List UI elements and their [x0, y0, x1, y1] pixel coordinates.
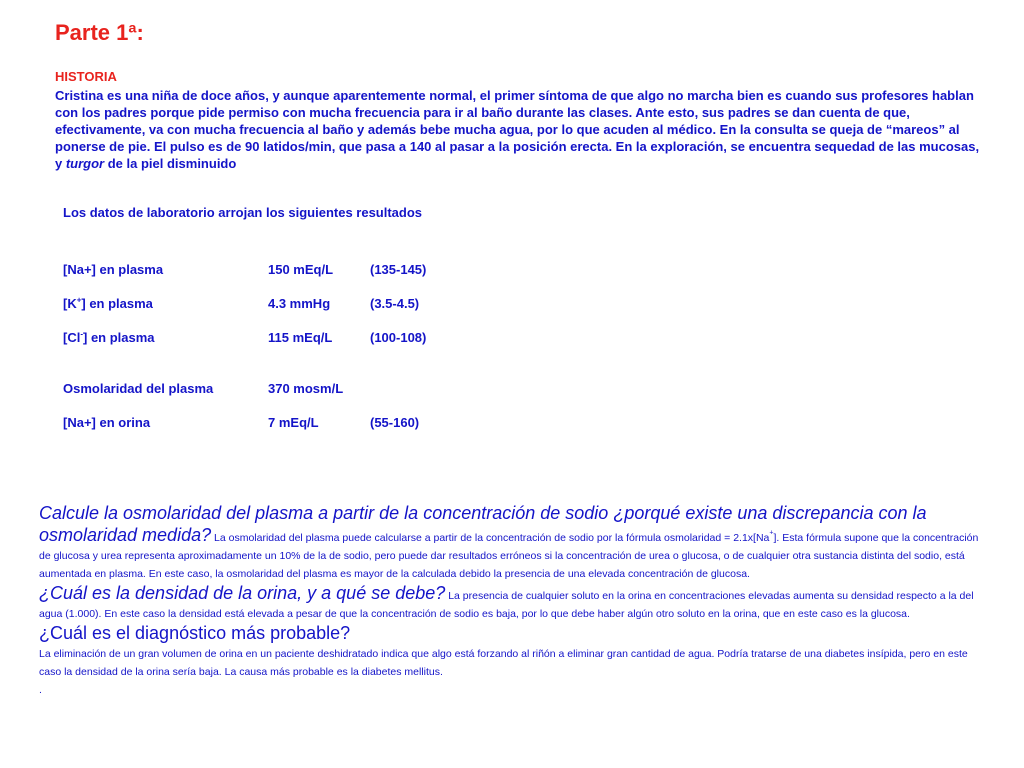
lab-label: [Cl-] en plasma: [63, 329, 155, 345]
trailing-period: .: [39, 684, 42, 696]
lab-label: [Na+] en plasma: [63, 262, 164, 277]
lab-value: 4.3 mmHg: [268, 296, 331, 311]
lab-row-na-plasma: [63, 262, 563, 280]
answer-densidad: La presencia de cualquier soluto en la orina en concentraciones elevadas aumenta su densidad respecto a la del agua (1.000). En este caso la densidad está elevada a pesar de que la concentración de sodio es baja, por lo que debe haber algún otro soluto en la orina, que en este caso es la glucosa.: [39, 590, 974, 620]
question-diagnostico: ¿Cuál es el diagnóstico más probable?: [39, 623, 351, 643]
lab-row-osmolaridad: [63, 381, 563, 399]
lab-label: [K+] en plasma: [63, 295, 153, 311]
case-history-text-end: de la piel disminuido: [104, 156, 237, 171]
question-block-3: [39, 622, 979, 698]
question-block-1: Calcule la osmolaridad del plasma a partir de la concentración de sodio ¿porqué existe una discrepancia con la osmolaridad medida? La osmolaridad del plasma puede calcularse a partir de la concentración de sodio por la fórmula osmolaridad = 2.1x[Na+]. Esta fórmula supone que la concentración de glucosa y urea representa aproximadamente un 10% de la de sodio, pero puede dar resultados erróneos si la concentración de urea o glucosa, o de cualquier otra sustancia distinta del sodio, está aumentada en plasma. En este caso, la osmolaridad del plasma es mayor de la calculada debido la presencia de una elevada concentración de glucosa.: [39, 503, 979, 580]
lab-row-k-plasma: [63, 296, 563, 314]
case-history-paragraph: [55, 87, 980, 172]
questions-section: [39, 502, 979, 698]
lab-label: [Na+] en orina: [63, 415, 151, 430]
answer-diagnostico: La eliminación de un gran volumen de orina en un paciente deshidratado indica que algo está forzando al riñón a eliminar gran cantidad de agua. Podría tratarse de una diabetes insípida, pero en este caso la densidad de la orina sería baja. La causa más probable es la diabetes mellitus.: [39, 648, 968, 678]
lab-row-cl-plasma: [63, 330, 563, 348]
section-heading-historia: HISTORIA: [55, 69, 117, 84]
lab-range: (3.5-4.5): [370, 296, 420, 311]
page-title: Parte 1ª:: [55, 20, 144, 45]
lab-value: 115 mEq/L: [268, 330, 333, 345]
lab-label: Osmolaridad del plasma: [63, 381, 214, 396]
answer-osmolaridad: La osmolaridad del plasma puede calcularse a partir de la concentración de sodio por la fórmula osmolaridad = 2.1x[Na: [211, 532, 770, 544]
turgor-emphasis: turgor: [65, 156, 105, 171]
lab-value: 370 mosm/L: [268, 381, 344, 396]
lab-range: (135-145): [370, 262, 427, 277]
answer-osmolaridad-cont: ]. Esta fórmula supone que la concentración de glucosa y urea representa aproximadamente un 10% de la de sodio, pero puede dar resultados erróneos si la concentración de urea o glucosa, o de cualquier otra sustancia distinta del sodio, está aumentada en plasma. En este caso, la osmolaridad del plasma es mayor de la calculada debido la presencia de una elevada concentración de glucosa.: [39, 532, 979, 580]
lab-intro: Los datos de laboratorio arrojan los siguientes resultados: [63, 205, 423, 220]
lab-range: (100-108): [370, 330, 427, 345]
question-block-2: [39, 582, 979, 622]
question-osmolaridad: Calcule la osmolaridad del plasma a partir de la concentración de sodio ¿porqué existe una discrepancia con la osmolaridad medida?: [39, 503, 927, 545]
lab-row-na-orina: [63, 415, 563, 433]
case-history-text: Cristina es una niña de doce años, y aunque aparentemente normal, el primer síntoma de que algo no marcha bien es cuando sus profesores hablan con los padres porque pide permiso con mucha frecuencia para ir al baño durante las clases. Ante esto, sus padres se dan cuenta de que, efectivamente, va con mucha frecuencia al baño y además bebe mucha agua, por lo que acuden al médico. En la consulta se queja de “mareos” al ponerse de pie. El pulso es de 90 latidos/min, que pasa a 140 al pasar a la posición erecta. En la exploración, se encuentra sequedad de las mucosas, y: [55, 88, 980, 171]
lab-range: (55-160): [370, 415, 420, 430]
question-densidad: ¿Cuál es la densidad de la orina, y a qué se debe?: [39, 583, 446, 603]
lab-value: 150 mEq/L: [268, 262, 334, 277]
lab-value: 7 mEq/L: [268, 415, 319, 430]
